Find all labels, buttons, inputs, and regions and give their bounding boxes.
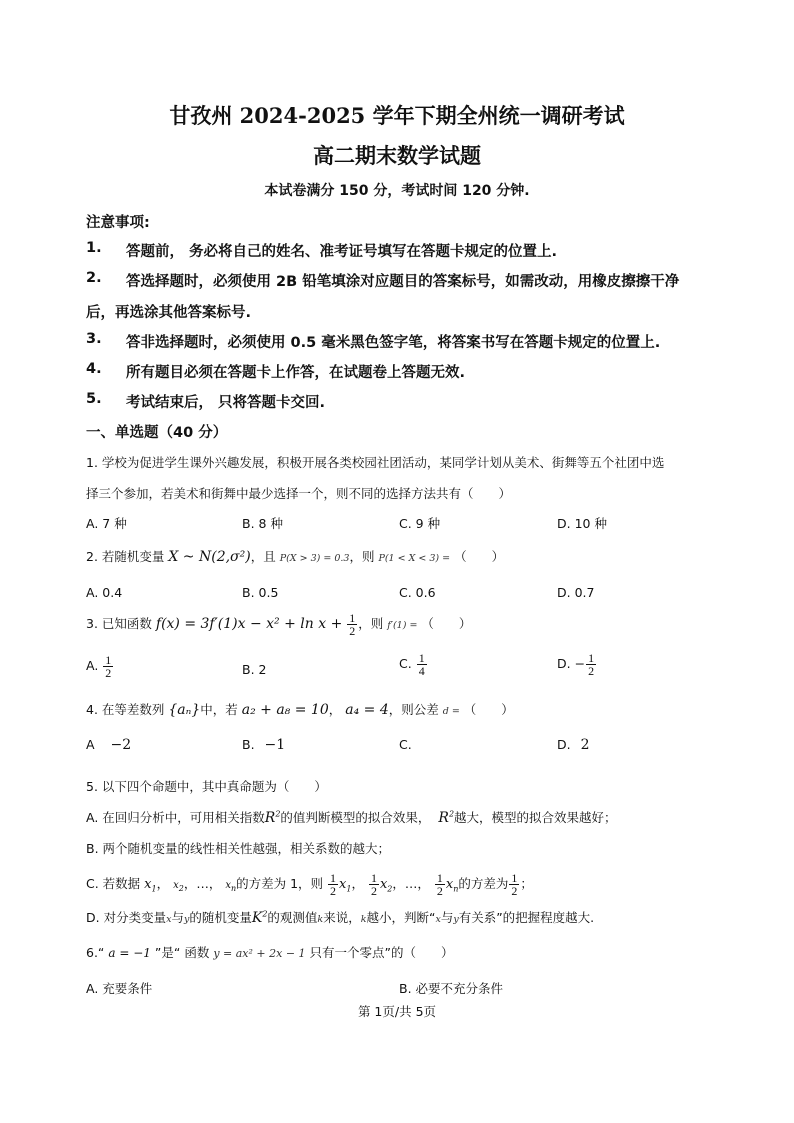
- q3-half-fraction: $\frac{1}{2}$: [349, 611, 356, 638]
- q2-distribution-expr: X ~ N(2,σ²): [168, 549, 251, 565]
- notice-item-3-num: 3.: [86, 331, 102, 347]
- q5-c-part1: C. 若数据: [86, 876, 141, 891]
- q2-option-c: C. 0.6: [399, 585, 436, 600]
- notice-heading: 注意事项:: [86, 215, 150, 231]
- q5-c-part2: 的方差为 1，则: [236, 876, 324, 891]
- q4-option-c: C.: [399, 737, 412, 752]
- q5-option-b: B. 两个随机变量的线性相关性越强，相关系数的越大；: [86, 841, 391, 856]
- q5-x2: $x_2$: [173, 880, 184, 893]
- q6-option-a: A. 充要条件: [86, 981, 153, 996]
- notice-item-2: 答选择题时，必须使用 2B 铅笔填涂对应题目的答案标号，如需改动，用橡皮擦擦干净: [126, 274, 680, 290]
- q3-prefix: 3. 已知函数: [86, 616, 152, 631]
- q6-function: y = ax² + 2x − 1: [213, 947, 306, 960]
- q4-option-a-label: A: [86, 737, 95, 752]
- q5-a-part2: 的值判断模型的拟合效果，: [280, 810, 431, 825]
- q5-var-y-2: y: [453, 914, 459, 925]
- q5-half-1: $\frac{1}{2}$: [330, 871, 337, 898]
- exam-subtitle: 高二期末数学试题: [313, 143, 481, 168]
- q5-option-d: [86, 908, 594, 926]
- q4-condition-2: a₄ = 4: [345, 702, 389, 718]
- q5-var-y: y: [183, 914, 190, 925]
- q5-k2: $K^2$: [251, 909, 268, 926]
- q1-option-a: A. 7 种: [86, 516, 127, 531]
- notice-item-4-num: 4.: [86, 361, 102, 377]
- q2-prefix: 2. 若随机变量: [86, 549, 165, 564]
- q5-var-x: x: [166, 914, 172, 925]
- q2-given-prob: P(X > 3) = 0.3: [279, 553, 350, 564]
- notice-item-1-num: 1.: [86, 240, 102, 256]
- q4-mid1: 中，若: [200, 702, 238, 717]
- q3-option-d-label: D.: [557, 656, 571, 671]
- q2-option-d: D. 0.7: [557, 585, 595, 600]
- q5-d-part4: 的观测值: [267, 910, 318, 925]
- notice-item-5-num: 5.: [86, 391, 102, 407]
- notice-item-3: 答非选择题时，必须使用 0.5 毫米黑色签字笔，将答案书写在答题卡规定的位置上.: [126, 335, 661, 351]
- q5-var-x-2: x: [435, 914, 441, 925]
- q3-ask-expr: f′(1) =: [387, 620, 418, 631]
- q4-option-a: [86, 737, 131, 753]
- q5-k: k: [317, 914, 324, 925]
- q3-stem: [86, 612, 471, 637]
- q3-option-c-value: $\frac{1}{4}$: [418, 651, 425, 678]
- q6-part1: 6.“: [86, 945, 105, 960]
- q5-half-2: $\frac{1}{2}$: [370, 871, 377, 898]
- q5-d-part7: 与: [440, 910, 454, 925]
- q3-option-a-label: A.: [86, 658, 99, 673]
- q2-option-b: B. 0.5: [242, 585, 279, 600]
- q2-mid2: ，则: [349, 549, 375, 564]
- q5-k-2: k: [360, 914, 367, 925]
- q4-prefix: 4. 在等差数列: [86, 702, 165, 717]
- q6-part2: ”是“ 函数: [154, 945, 210, 960]
- q3-option-a: [86, 654, 114, 679]
- q4-sequence: {aₙ}: [168, 702, 201, 718]
- q6-option-b: B. 必要不充分条件: [399, 981, 504, 996]
- q5-a-part3: 越大，模型的拟合效果越好；: [454, 810, 617, 825]
- q2-stem: [86, 547, 504, 565]
- q4-option-a-value: −2: [110, 737, 132, 753]
- q1-stem-line2: 择三个参加，若美术和街舞中最少选择一个，则不同的选择方法共有（ ）: [86, 486, 512, 501]
- q2-option-a: A. 0.4: [86, 585, 123, 600]
- notice-item-5: 考试结束后， 只将答题卡交回.: [126, 395, 326, 411]
- exam-info: 本试卷满分 150 分，考试时间 120 分钟.: [264, 183, 530, 199]
- q5-r2-1: $R^2$: [264, 809, 281, 826]
- q3-option-b: B. 2: [242, 662, 267, 677]
- q4-mid2: ，则公差: [388, 702, 439, 717]
- q4-d: d =: [442, 706, 460, 717]
- q1-option-c: C. 9 种: [399, 516, 441, 531]
- q5-d-part1: D. 对分类变量: [86, 910, 167, 925]
- q3-option-c-label: C.: [399, 656, 412, 671]
- q4-option-d: [557, 737, 590, 753]
- q4-option-b-value: −1: [264, 737, 286, 753]
- q5-stem: 5. 以下四个命题中，其中真命题为（ ）: [86, 779, 327, 794]
- q5-option-c: C. 若数据 $x_1$， $x_2$，…， $x_n$的方差为 1，则 $\frac{1}{2}$ $x_1$， $\frac{1}{2}$ $x_2$，…， $\frac{1}{2}$ $x_n$的方差为 $\frac{1}{2}$ ；: [86, 871, 533, 898]
- q2-mid1: ，且: [250, 549, 276, 564]
- q5-d-part2: 与: [171, 910, 184, 925]
- q5-d-part5: 来说，: [323, 910, 361, 925]
- notice-item-1: 答题前， 务必将自己的姓名、准考证号填写在答题卡规定的位置上.: [126, 244, 558, 260]
- q5-half-variance: $\frac{1}{2}$: [511, 871, 518, 898]
- q4-option-d-value: 2: [580, 737, 590, 753]
- q5-option-a: [86, 808, 617, 826]
- q5-half-n: $\frac{1}{2}$: [436, 871, 443, 898]
- q4-comma: ，: [328, 702, 342, 717]
- q5-r2-2: $R^2$: [438, 809, 455, 826]
- q6-stem: [86, 943, 454, 961]
- q5-c-part3: 的方差为: [458, 876, 509, 891]
- q4-suffix: （ ）: [463, 702, 514, 717]
- q5-half-x2: $x_2$: [379, 877, 393, 894]
- q3-option-c: [399, 652, 428, 677]
- q4-option-d-label: D.: [557, 737, 571, 752]
- q1-option-d: D. 10 种: [557, 516, 607, 531]
- q6-part3: 只有一个零点”的（ ）: [309, 945, 454, 960]
- q2-ask-prob: P(1 < X < 3) =: [378, 553, 451, 564]
- q5-c-end: ；: [520, 876, 533, 891]
- q1-stem-line1: 1. 学校为促进学生课外兴趣发展，积极开展各类校园社团活动，某同学计划从美术、街舞等五个社团中选: [86, 455, 665, 470]
- notice-item-2-num: 2.: [86, 270, 102, 286]
- q5-x1: $x_1$: [144, 877, 157, 894]
- q3-mid: ，则: [358, 616, 384, 631]
- q2-suffix: （ ）: [454, 549, 505, 564]
- q3-option-d-value: $\frac{1}{2}$: [588, 651, 595, 678]
- q3-function-expr: f(x) = 3f′(1)x − x² + ln x +: [155, 616, 343, 632]
- q5-d-part8: 有关系”的把握程度越大.: [458, 910, 595, 925]
- q3-suffix: （ ）: [421, 616, 472, 631]
- q3-option-a-value: $\frac{1}{2}$: [105, 653, 112, 680]
- q3-option-d-sign: −: [574, 656, 586, 671]
- q5-d-part6: 越小，判断“: [366, 910, 436, 925]
- q5-xn: $x_n$: [225, 880, 237, 893]
- section-heading: 一、单选题（40 分）: [86, 425, 228, 441]
- q4-condition-1: a₂ + a₈ = 10: [241, 702, 329, 718]
- q1-option-b: B. 8 种: [242, 516, 283, 531]
- q4-option-b-label: B.: [242, 737, 255, 752]
- q3-option-d: [557, 652, 597, 677]
- q4-stem: [86, 700, 514, 718]
- q5-a-part1: A. 在回归分析中，可用相关指数: [86, 810, 265, 825]
- notice-item-4: 所有题目必须在答题卡上作答，在试题卷上答题无效.: [126, 365, 466, 381]
- q6-condition: a = −1: [108, 946, 151, 960]
- q4-option-b: [242, 737, 285, 753]
- page-number: 第 1页/共 5页: [357, 1004, 437, 1019]
- notice-item-2-cont: 后，再选涂其他答案标号.: [86, 305, 252, 321]
- q5-half-xn: $x_n$: [445, 877, 459, 894]
- q5-d-part3: 的随机变量: [189, 910, 252, 925]
- exam-title: 甘孜州 2024-2025 学年下期全州统一调研考试: [169, 103, 625, 128]
- q5-half-x1: $x_1$: [339, 877, 352, 894]
